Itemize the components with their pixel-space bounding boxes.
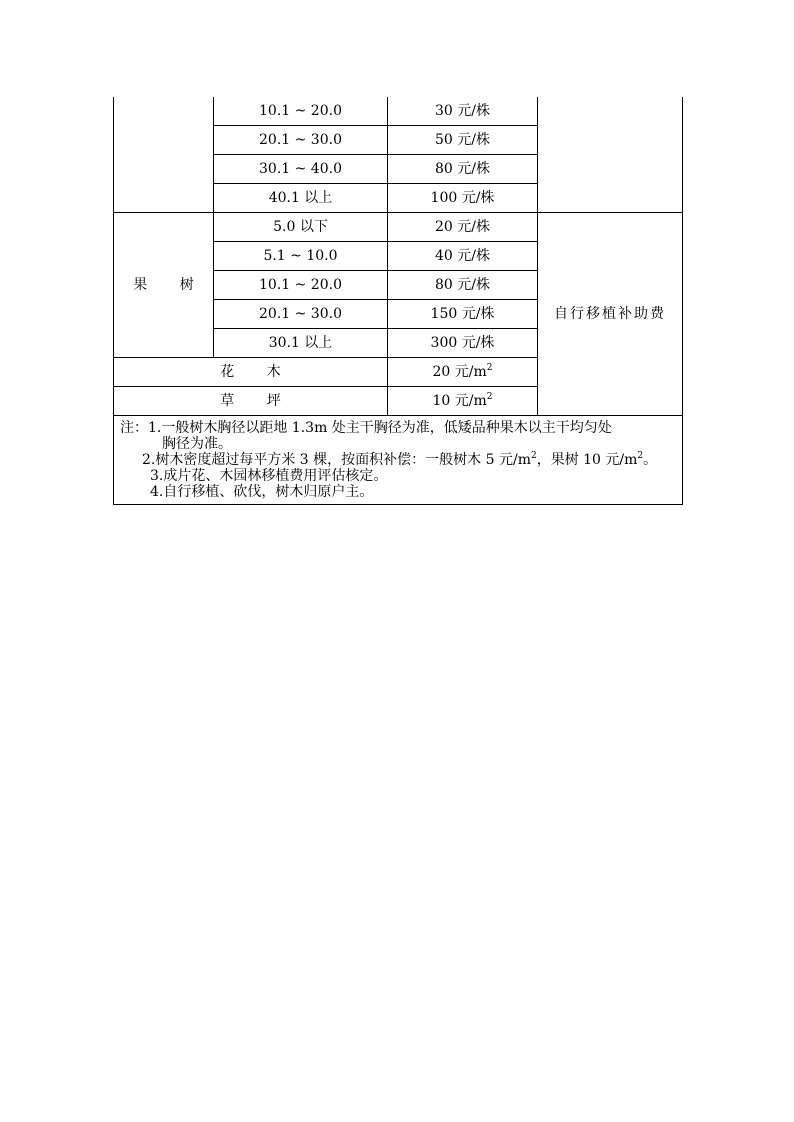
dbh-range-cell: 10.1 ~ 20.0 [214, 271, 388, 300]
side-note-cell: 自行移植补助费 [538, 213, 683, 416]
price-cell: 10 元$/m^2$ [388, 387, 538, 416]
previous-category-cell [114, 97, 214, 213]
fruit-tree-category: 果 树 [114, 213, 214, 358]
price-cell: 150 元/株 [388, 300, 538, 329]
note-1: 注：1.一般树木胸径以距地 1.3m 处主干胸径为准，低矮品种果木以主干均匀处 [120, 420, 612, 436]
dbh-range-cell: 30.1 ~ 40.0 [214, 155, 388, 184]
dbh-range-cell: 40.1 以上 [214, 184, 388, 213]
previous-remark-cell [538, 97, 683, 213]
price-cell: 20 元/株 [388, 213, 538, 242]
note-1-continued: 胸径为准。 [162, 436, 232, 452]
compensation-table [113, 97, 683, 505]
price-cell: 20 元$/m^2$ [388, 358, 538, 387]
dbh-range-cell: 30.1 以上 [214, 329, 388, 358]
notes-row [114, 416, 683, 505]
dbh-range-cell: 10.1 ~ 20.0 [214, 97, 388, 126]
flower-wood-category: 花 木 [114, 358, 388, 387]
note-3: 3.成片花、木园林移植费用评估核定。 [150, 468, 388, 484]
price-cell: 80 元/株 [388, 271, 538, 300]
lawn-category: 草 坪 [114, 387, 388, 416]
price-cell: 80 元/株 [388, 155, 538, 184]
price-cell: 50 元/株 [388, 126, 538, 155]
table-row [114, 213, 683, 242]
table-row [114, 97, 683, 126]
dbh-range-cell: 5.0 以下 [214, 213, 388, 242]
dbh-range-cell: 20.1 ~ 30.0 [214, 126, 388, 155]
price-cell: 40 元/株 [388, 242, 538, 271]
dbh-range-cell: 5.1 ~ 10.0 [214, 242, 388, 271]
note-2: 2.树木密度超过每平方米 3 棵，按面积补偿：一般树木 5 元$/m^2$，果树 10 元$/m^2$。 [142, 451, 658, 468]
note-4: 4.自行移植、砍伐，树木归原户主。 [150, 484, 374, 500]
dbh-range-cell: 20.1 ~ 30.0 [214, 300, 388, 329]
price-cell: 30 元/株 [388, 97, 538, 126]
price-cell: 300 元/株 [388, 329, 538, 358]
price-cell: 100 元/株 [388, 184, 538, 213]
notes-cell [114, 416, 683, 505]
